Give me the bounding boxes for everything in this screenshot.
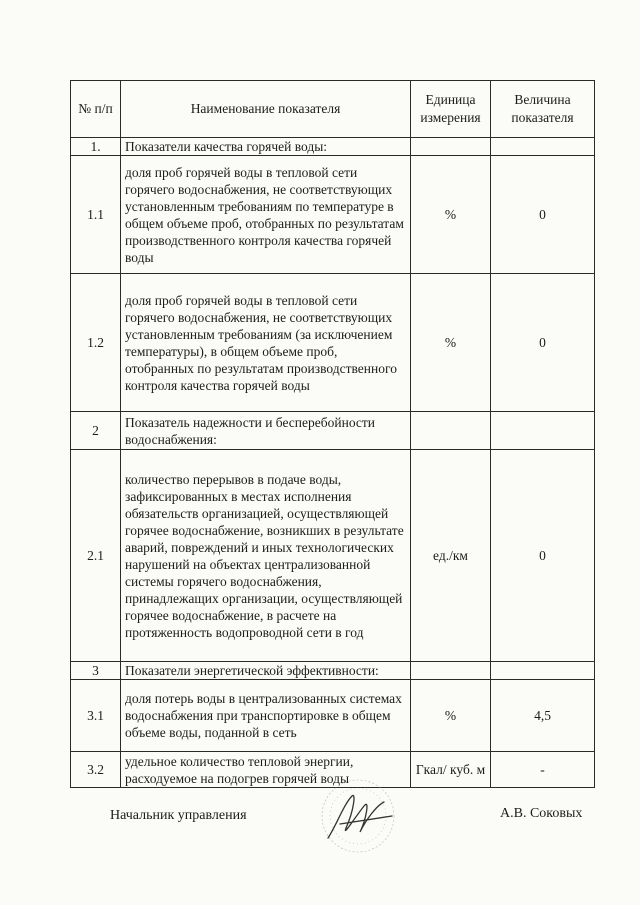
row-name: доля проб горячей воды в тепловой сети горячего водоснабжения, не соответствующих установленным требованиям по температуре в общем объеме проб, отобранных по результатам производственного контроля качества горячей воды [121, 156, 411, 274]
row-name: доля проб горячей воды в тепловой сети горячего водоснабжения, не соответствующих установленным требованиям (за исключением температуры), в общем объеме проб, отобранных по результатам производственного контроля качества горячей воды [121, 274, 411, 412]
table-row [71, 680, 595, 752]
row-unit [411, 138, 491, 156]
row-num: 1.2 [71, 274, 121, 412]
row-value: 0 [491, 156, 595, 274]
table-row [71, 662, 595, 680]
row-value: 0 [491, 450, 595, 662]
row-num: 3.2 [71, 752, 121, 788]
row-unit [411, 662, 491, 680]
row-value: 4,5 [491, 680, 595, 752]
row-name: доля потерь воды в централизованных системах водоснабжения при транспортировке в общем объеме воды, поданной в сеть [121, 680, 411, 752]
header-name: Наименование показателя [121, 81, 411, 138]
row-value [491, 138, 595, 156]
row-value [491, 412, 595, 450]
row-name: Показатели качества горячей воды: [121, 138, 411, 156]
table-row [71, 412, 595, 450]
header-value: Величина показателя [491, 81, 595, 138]
row-unit: ед./км [411, 450, 491, 662]
row-name: удельное количество тепловой энергии, расходуемое на подогрев горячей воды [121, 752, 411, 788]
table-row [71, 450, 595, 662]
table-header-row [71, 81, 595, 138]
table-row [71, 138, 595, 156]
row-name: Показатели энергетической эффективности: [121, 662, 411, 680]
row-num: 1.1 [71, 156, 121, 274]
row-unit: % [411, 680, 491, 752]
table-row [71, 274, 595, 412]
row-unit [411, 412, 491, 450]
footer-signatory: А.В. Соковых [500, 806, 583, 821]
row-num: 1. [71, 138, 121, 156]
row-value [491, 662, 595, 680]
row-value: 0 [491, 274, 595, 412]
row-value: - [491, 752, 595, 788]
row-name: количество перерывов в подаче воды, зафиксированных в местах исполнения обязательств организацией, осуществляющей горячее водоснабжение, возникших в результате аварий, повреждений и иных технологических нарушений на объектах централизованной системы горячего водоснабжения, принадлежащих организации, осуществляющей горячее водоснабжение, в расчете на протяженность водопроводной сети в год [121, 450, 411, 662]
row-name: Показатель надежности и бесперебойности водоснабжения: [121, 412, 411, 450]
header-num: № п/п [71, 81, 121, 138]
header-unit: Единица измерения [411, 81, 491, 138]
footer-position: Начальник управления [110, 808, 247, 823]
row-unit: Гкал/ куб. м [411, 752, 491, 788]
signature-mark [300, 776, 410, 856]
row-num: 2.1 [71, 450, 121, 662]
row-num: 3.1 [71, 680, 121, 752]
row-unit: % [411, 274, 491, 412]
row-num: 2 [71, 412, 121, 450]
row-num: 3 [71, 662, 121, 680]
row-unit: % [411, 156, 491, 274]
indicators-table [70, 80, 595, 788]
table-row [71, 156, 595, 274]
